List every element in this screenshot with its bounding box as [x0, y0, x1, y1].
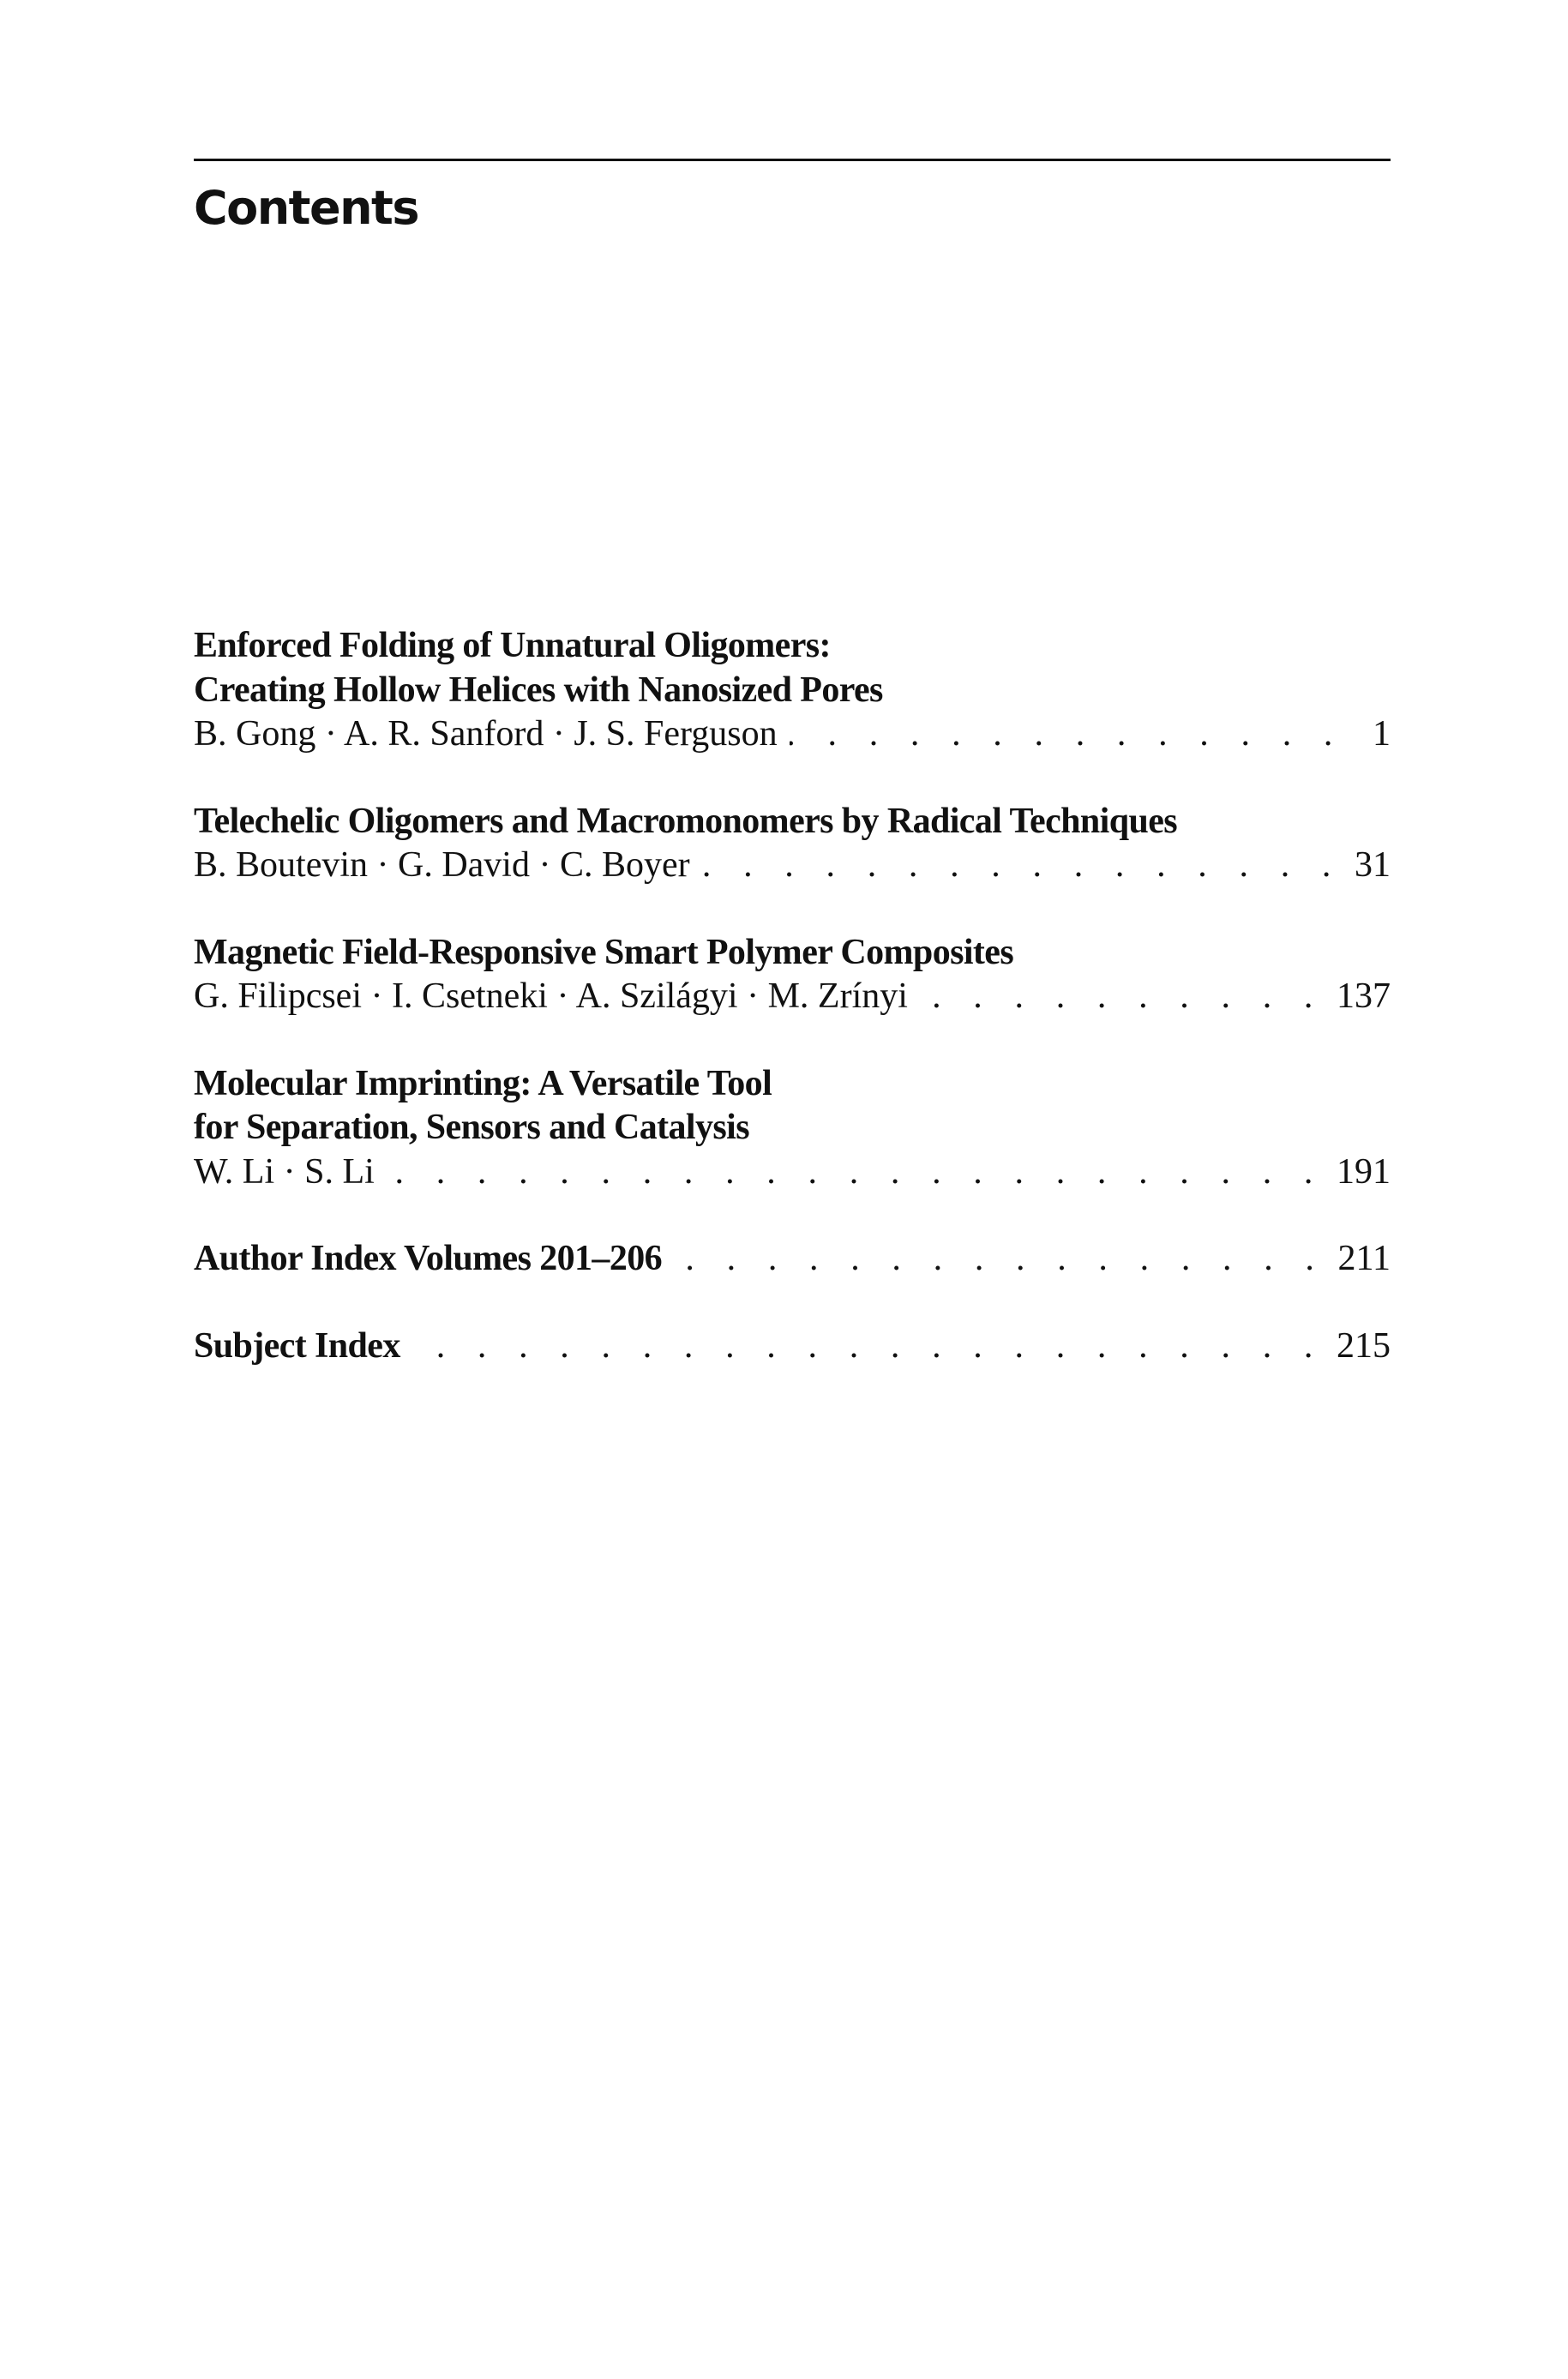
index-label: Subject Index: [194, 1325, 400, 1366]
dot-leader: [702, 844, 1343, 888]
entry-author-row: [194, 712, 1391, 757]
entry-title-line: Telechelic Oligomers and Macromonomers by Radical Techniques: [194, 801, 1177, 841]
entry-title-line: Creating Hollow Helices with Nanosized Pores: [194, 670, 883, 710]
dot-leader: [920, 975, 1325, 1019]
entry-authors: W. Li · S. Li: [194, 1151, 375, 1192]
entry-title-line: Magnetic Field-Responsive Smart Polymer Composites: [194, 932, 1014, 972]
dot-leader: [674, 1237, 1326, 1282]
index-row: [194, 1237, 1391, 1282]
entry-title-line: Enforced Folding of Unnatural Oligomers:: [194, 626, 831, 665]
entry-authors: B. Gong · A. R. Sanford · J. S. Ferguson: [194, 714, 778, 754]
toc-index-entry: [194, 1325, 1391, 1369]
index-label: Author Index Volumes 201–206: [194, 1239, 663, 1278]
index-row: [194, 1325, 1391, 1369]
dot-leader: [790, 712, 1344, 757]
entry-page-number: 1: [1373, 714, 1391, 754]
dot-leader: [387, 1150, 1325, 1195]
page-title: Contents: [194, 181, 419, 235]
entry-authors: G. Filipcsei · I. Csetneki · A. Szilágyi · M. Zrínyi: [194, 976, 908, 1016]
dot-leader: [412, 1325, 1325, 1369]
toc-entry: [194, 800, 1391, 888]
entry-title-line: for Separation, Sensors and Catalysis: [194, 1108, 749, 1147]
entry-title-line: Molecular Imprinting: A Versatile Tool: [194, 1063, 772, 1103]
entry-page-number: 191: [1337, 1151, 1391, 1192]
toc-entry: [194, 931, 1391, 1019]
table-of-contents: [194, 624, 1391, 1411]
toc-index-entry: [194, 1237, 1391, 1282]
toc-entry: [194, 624, 1391, 757]
top-rule: [194, 159, 1391, 161]
index-page-number: 211: [1337, 1239, 1391, 1278]
entry-authors: B. Boutevin · G. David · C. Boyer: [194, 845, 690, 885]
entry-author-row: [194, 1150, 1391, 1195]
entry-page-number: 31: [1355, 845, 1391, 885]
index-page-number: 215: [1337, 1325, 1391, 1366]
entry-author-row: [194, 844, 1391, 888]
entry-page-number: 137: [1337, 976, 1391, 1016]
toc-entry: [194, 1062, 1391, 1195]
entry-author-row: [194, 975, 1391, 1019]
